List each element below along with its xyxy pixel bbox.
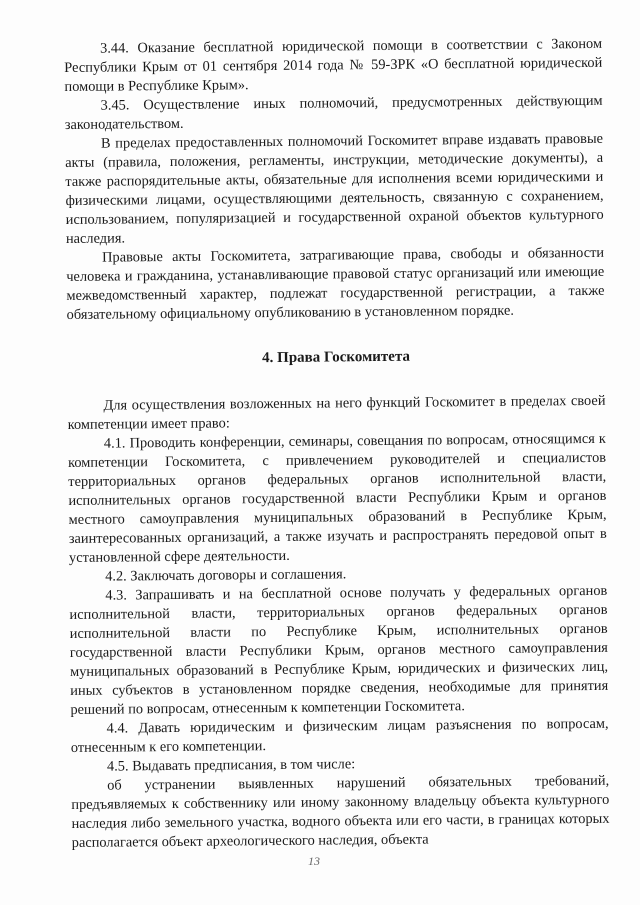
paragraph-legal-acts-registration: Правовые акты Госкомитета, затрагивающие права, свободы и обязанности человека и гражданина, устанавливающие правовой статус организаций или имеющие межведомственный характер, подлежат государственной регистрации, а также обязательному официальному опубликованию в установленном порядке. (66, 244, 605, 323)
paragraph-4-2: 4.2. Заключать договоры и соглашения. (105, 566, 347, 585)
section-heading: 4. Права Госкомитета (262, 348, 411, 367)
paragraph-3-44: 3.44. Оказание бесплатной юридической помощи в соответствии с Законом Республики Крым от 01 сентября 2014 года № 59-ЗРК «О бесплатной юридической помощи в Республике Крым». (64, 35, 603, 95)
document-body (64, 35, 610, 853)
paragraph-4-1: 4.1. Проводить конференции, семинары, совещания по вопросам, относящимся к компетенции Госкомитета, с привлечением руководителей и специалистов территориальных органов федеральных органов исполнительной власти, исполнительных органов государственной власти Республики Крым и органов местного самоуправления муниципальных образований в Республике Крым, заинтересованных организаций, а также изучать и распространять передовой опыт в установленной сфере деятельности. (67, 430, 607, 566)
paragraph-legal-acts-authority: В пределах предоставленных полномочий Госкомитет вправе издавать правовые акты (правила, положения, регламенты, инструкции, методические документы), а также распорядительные акты, обязательные для исполнения всеми юридическими и физическими лицами, осуществляющими деятельность, связанную с сохранением, использованием, популяризацией и государственной охраной объектов культурного наследия. (65, 130, 604, 247)
paragraph-rights-intro: Для осуществления возложенных на него функций Госкомитет в пределах своей компетенции имеет право: (67, 392, 606, 433)
paragraph-4-4: 4.4. Давать юридическим и физическим лицам разъяснения по вопросам, отнесенным к его компетенции. (70, 715, 609, 756)
paragraph-4-5: 4.5. Выдавать предписания, в том числе: (106, 756, 356, 775)
page-number: 13 (308, 854, 320, 868)
paragraph-4-3: 4.3. Запрашивать и на бесплатной основе получать у федеральных органов исполнительной власти, территориальных органов федеральных органов исполнительной власти по Республике Крым, исполнительных органов государственной власти Республики Крым, органов местного самоуправления муниципальных образований в Республике Крым, юридических и физических лиц, иных субъектов в установленном порядке сведения, необходимые для принятия решений по вопросам, отнесенным к компетенции Госкомитета. (69, 582, 609, 718)
paragraph-3-45: 3.45. Осуществление иных полномочий, предусмотренных действующим законодательством. (64, 92, 603, 133)
paragraph-4-5-item: об устранении выявленных нарушений обязательных требований, предъявляемых к собственнику или иному законному владельцу объекта культурного наследия либо земельного участка, водного объекта или его части, в границах которых располагается объект археологического наследия, объекта (71, 772, 610, 851)
